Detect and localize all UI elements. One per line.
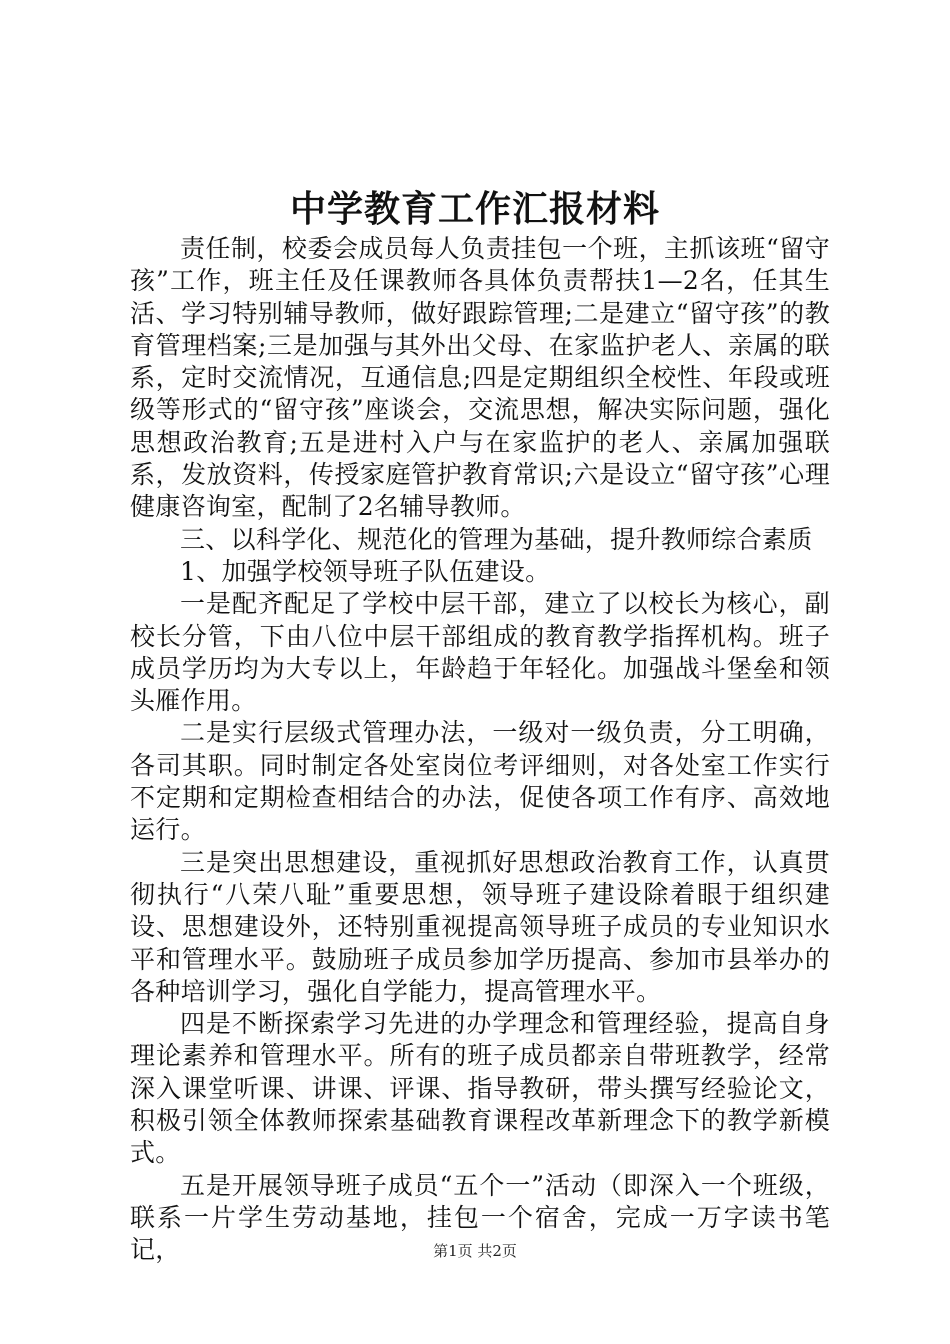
document-title: 中学教育工作汇报材料 (289, 188, 660, 230)
paragraph-6: 三是突出思想建设，重视抓好思想政治教育工作，认真贯彻执行“八荣八耻”重要思想，领导班子建设除着眼于组织建设、思想建设外，还特别重视提高领导班子成员的专业知识水平和管理水平。鼓励班子成员参加学历提高、参加市县举办的各种培训学习，强化自学能力，提高管理水平。 (130, 847, 830, 1006)
paragraph-1: 责任制，校委会成员每人负责挂包一个班，主抓该班“留守孩”工作，班主任及任课教师各具体负责帮扶1—2名，任其生活、学习特别辅导教师，做好跟踪管理;二是建立“留守孩”的教育管理档案;三是加强与其外出父母、在家监护老人、亲属的联系，定时交流情况，互通信息;四是定期组织全校性、年段或班级等形式的“留守孩”座谈会，交流思想，解决实际问题，强化思想政治教育;五是进村入户与在家监护的老人、亲属加强联系，发放资料，传授家庭管护教育常识;六是设立“留守孩”心理健康咨询室，配制了2名辅导教师。 (130, 234, 830, 522)
paragraph-7: 四是不断探索学习先进的办学理念和管理经验，提高自身理论素养和管理水平。所有的班子成员都亲自带班教学，经常深入课堂听课、讲课、评课、指导教研，带头撰写经验论文，积极引领全体教师探索基础教育课程改革新理念下的教学新模式。 (130, 1009, 830, 1168)
page-footer: 第1页 共2页 (433, 1242, 517, 1260)
paragraph-4: 一是配齐配足了学校中层干部，建立了以校长为核心，副校长分管，下由八位中层干部组成的教育教学指挥机构。班子成员学历均为大专以上，年龄趋于年轻化。加强战斗堡垒和领头雁作用。 (130, 589, 830, 716)
paragraph-5: 二是实行层级式管理办法，一级对一级负责，分工明确，各司其职。同时制定各处室岗位考评细则，对各处室工作实行不定期和定期检查相结合的办法，促使各项工作有序、高效地运行。 (130, 718, 830, 845)
document-body (130, 233, 830, 1267)
subsection-heading: 1、加强学校领导班子队伍建设。 (180, 556, 551, 586)
section-heading: 三、以科学化、规范化的管理为基础，提升教师综合素质 (180, 524, 813, 554)
paragraph-8: 五是开展领导班子成员“五个一”活动（即深入一个班级，联系一片学生劳动基地，挂包一个宿舍，完成一万字读书笔记， (130, 1170, 830, 1265)
